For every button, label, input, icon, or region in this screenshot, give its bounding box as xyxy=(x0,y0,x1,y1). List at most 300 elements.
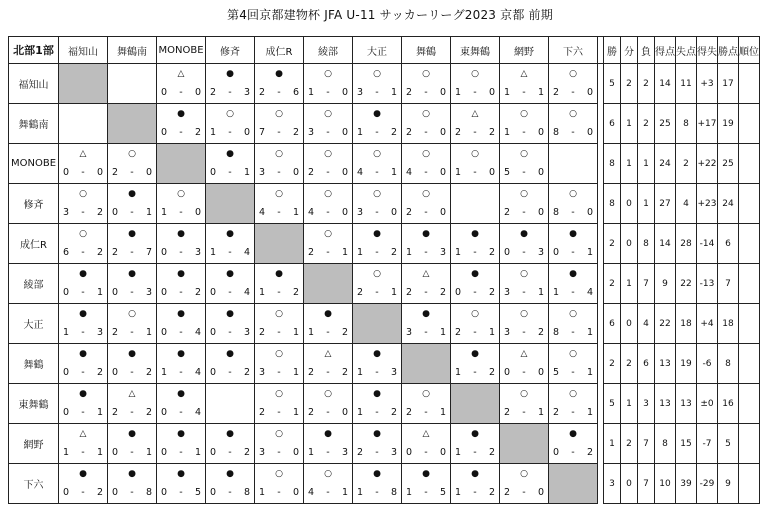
score-for: 8 xyxy=(553,327,560,338)
score-against: 2 xyxy=(488,367,495,378)
score-against: 2 xyxy=(292,127,299,138)
match-score xyxy=(406,487,446,498)
score-for: 2 xyxy=(112,247,119,258)
score-for: 0 xyxy=(161,487,168,498)
stat-cell: 1 xyxy=(621,104,638,144)
score-for: 2 xyxy=(259,87,266,98)
result-mark: ● xyxy=(226,349,234,359)
result-mark: ○ xyxy=(275,389,283,399)
score-for: 0 xyxy=(210,367,217,378)
score-for: 0 xyxy=(161,407,168,418)
result-mark: ○ xyxy=(569,69,577,79)
score-dash: - xyxy=(179,367,183,378)
score-for: 0 xyxy=(161,327,168,338)
score-for: 1 xyxy=(259,287,266,298)
score-for: 2 xyxy=(504,487,511,498)
stat-cell: 14 xyxy=(655,64,676,104)
column-header-stat: 負 xyxy=(638,37,655,64)
table-row xyxy=(9,184,760,224)
result-mark: ○ xyxy=(422,189,430,199)
stat-cell: ±0 xyxy=(697,384,718,424)
match-score xyxy=(308,447,348,458)
result-mark: ● xyxy=(422,469,430,479)
self-match-cell xyxy=(157,144,206,184)
score-against: 4 xyxy=(194,407,201,418)
score-against: 2 xyxy=(96,247,103,258)
score-for: 0 xyxy=(210,327,217,338)
match-score xyxy=(259,327,299,338)
match-score xyxy=(161,447,201,458)
match-score xyxy=(210,247,250,258)
match-score xyxy=(63,247,103,258)
score-against: 0 xyxy=(341,207,348,218)
stat-cell: 39 xyxy=(676,464,697,504)
match-result-cell xyxy=(451,184,500,224)
match-result-cell xyxy=(304,184,353,224)
result-mark: ● xyxy=(569,269,577,279)
self-match-cell xyxy=(500,424,549,464)
score-for: 3 xyxy=(259,167,266,178)
table-row xyxy=(9,224,760,264)
score-against: 0 xyxy=(341,407,348,418)
score-for: 2 xyxy=(308,247,315,258)
result-mark: ● xyxy=(177,309,185,319)
result-mark: ○ xyxy=(324,229,332,239)
stat-cell xyxy=(739,104,760,144)
match-score xyxy=(210,127,250,138)
match-result-cell xyxy=(59,464,108,504)
score-for: 2 xyxy=(210,87,217,98)
stat-cell: 8 xyxy=(604,144,621,184)
stat-cell: 1 xyxy=(604,424,621,464)
score-against: 1 xyxy=(341,247,348,258)
score-against: 1 xyxy=(537,87,544,98)
match-score xyxy=(112,327,152,338)
match-score xyxy=(112,367,152,378)
score-dash: - xyxy=(228,247,232,258)
table-row xyxy=(9,264,760,304)
match-score xyxy=(112,407,152,418)
score-against: 4 xyxy=(243,247,250,258)
score-against: 1 xyxy=(439,327,446,338)
match-result-cell xyxy=(304,304,353,344)
match-result-cell xyxy=(108,144,157,184)
match-result-cell xyxy=(59,104,108,144)
score-against: 0 xyxy=(537,167,544,178)
stat-cell: 24 xyxy=(718,184,739,224)
stat-cell: -7 xyxy=(697,424,718,464)
score-for: 0 xyxy=(161,127,168,138)
score-for: 4 xyxy=(308,487,315,498)
score-for: 1 xyxy=(357,407,364,418)
score-against: 0 xyxy=(439,167,446,178)
match-score xyxy=(357,367,397,378)
column-header-stat: 勝点 xyxy=(718,37,739,64)
result-mark: ○ xyxy=(422,389,430,399)
score-for: 0 xyxy=(161,87,168,98)
score-for: 2 xyxy=(406,287,413,298)
match-result-cell xyxy=(59,184,108,224)
match-result-cell xyxy=(451,104,500,144)
score-for: 7 xyxy=(259,127,266,138)
match-score xyxy=(406,247,446,258)
result-mark: ● xyxy=(128,269,136,279)
score-for: 2 xyxy=(357,447,364,458)
stat-cell: 18 xyxy=(676,304,697,344)
score-dash: - xyxy=(228,367,232,378)
score-against: 1 xyxy=(96,447,103,458)
stat-cell xyxy=(739,224,760,264)
match-score xyxy=(112,447,152,458)
score-dash: - xyxy=(424,327,428,338)
header-row xyxy=(9,37,760,64)
match-result-cell xyxy=(108,184,157,224)
result-mark: ○ xyxy=(569,389,577,399)
score-dash: - xyxy=(326,407,330,418)
score-for: 1 xyxy=(406,247,413,258)
score-against: 2 xyxy=(488,247,495,258)
stat-cell xyxy=(739,424,760,464)
self-match-cell xyxy=(353,304,402,344)
score-against: 1 xyxy=(390,167,397,178)
result-mark: ● xyxy=(226,69,234,79)
score-for: 5 xyxy=(553,367,560,378)
match-score xyxy=(112,167,152,178)
match-score xyxy=(210,447,250,458)
score-dash: - xyxy=(228,127,232,138)
match-score xyxy=(455,287,495,298)
result-mark: △ xyxy=(128,389,136,399)
score-against: 0 xyxy=(439,127,446,138)
score-against: 2 xyxy=(488,487,495,498)
stat-cell: 14 xyxy=(655,224,676,264)
match-score xyxy=(259,487,299,498)
result-mark: ○ xyxy=(471,149,479,159)
stat-cell: +17 xyxy=(697,104,718,144)
score-dash: - xyxy=(81,407,85,418)
score-against: 2 xyxy=(390,127,397,138)
match-score xyxy=(112,287,152,298)
match-score xyxy=(504,207,544,218)
match-result-cell xyxy=(549,264,598,304)
result-mark: ○ xyxy=(422,69,430,79)
score-against: 0 xyxy=(292,167,299,178)
result-mark: △ xyxy=(520,349,528,359)
stat-cell: 18 xyxy=(718,304,739,344)
stat-cell: 2 xyxy=(638,64,655,104)
score-for: 1 xyxy=(455,447,462,458)
stat-cell: 6 xyxy=(718,224,739,264)
stat-cell: 2 xyxy=(621,64,638,104)
match-result-cell xyxy=(353,104,402,144)
stat-cell: 15 xyxy=(676,424,697,464)
match-result-cell xyxy=(451,64,500,104)
match-result-cell xyxy=(402,424,451,464)
score-for: 0 xyxy=(210,447,217,458)
match-result-cell xyxy=(549,344,598,384)
row-header-team: 大正 xyxy=(9,304,59,344)
score-for: 0 xyxy=(112,447,119,458)
stat-cell: -6 xyxy=(697,344,718,384)
match-result-cell xyxy=(255,264,304,304)
self-match-cell xyxy=(206,184,255,224)
score-for: 1 xyxy=(455,247,462,258)
match-result-cell xyxy=(500,64,549,104)
result-mark: ○ xyxy=(373,269,381,279)
match-score xyxy=(455,167,495,178)
result-mark: ● xyxy=(471,229,479,239)
stat-cell: -13 xyxy=(697,264,718,304)
score-dash: - xyxy=(277,87,281,98)
score-dash: - xyxy=(522,87,526,98)
score-dash: - xyxy=(130,487,134,498)
match-score xyxy=(504,127,544,138)
result-mark: ○ xyxy=(569,309,577,319)
score-for: 0 xyxy=(112,367,119,378)
score-against: 2 xyxy=(145,407,152,418)
score-dash: - xyxy=(130,287,134,298)
result-mark: ○ xyxy=(569,189,577,199)
result-mark: ○ xyxy=(373,69,381,79)
score-for: 2 xyxy=(308,367,315,378)
score-dash: - xyxy=(277,207,281,218)
match-score xyxy=(357,207,397,218)
result-mark: ○ xyxy=(324,189,332,199)
score-against: 2 xyxy=(292,287,299,298)
stat-cell: -29 xyxy=(697,464,718,504)
match-result-cell xyxy=(353,464,402,504)
match-score xyxy=(553,287,593,298)
score-for: 0 xyxy=(210,167,217,178)
score-for: 2 xyxy=(406,127,413,138)
match-result-cell xyxy=(108,424,157,464)
score-dash: - xyxy=(522,367,526,378)
stat-cell: 0 xyxy=(621,224,638,264)
match-result-cell xyxy=(549,304,598,344)
score-dash: - xyxy=(375,367,379,378)
result-mark: △ xyxy=(79,149,87,159)
stat-cell: 5 xyxy=(604,384,621,424)
score-for: 0 xyxy=(63,367,70,378)
stat-cell: 24 xyxy=(655,144,676,184)
score-dash: - xyxy=(522,487,526,498)
stat-cell: 13 xyxy=(655,344,676,384)
table-row xyxy=(9,344,760,384)
score-for: 6 xyxy=(63,247,70,258)
score-for: 0 xyxy=(210,487,217,498)
score-against: 1 xyxy=(145,207,152,218)
match-result-cell xyxy=(402,224,451,264)
row-header-team: MONOBE xyxy=(9,144,59,184)
result-mark: ○ xyxy=(275,469,283,479)
match-score xyxy=(553,247,593,258)
match-score xyxy=(161,247,201,258)
match-score xyxy=(259,407,299,418)
score-against: 1 xyxy=(341,487,348,498)
match-score xyxy=(308,247,348,258)
score-for: 2 xyxy=(308,167,315,178)
match-score xyxy=(210,287,250,298)
score-for: 1 xyxy=(504,87,511,98)
match-result-cell xyxy=(549,424,598,464)
score-for: 1 xyxy=(308,447,315,458)
score-for: 0 xyxy=(455,287,462,298)
match-result-cell xyxy=(402,304,451,344)
stat-cell: 2 xyxy=(621,424,638,464)
stat-cell: 19 xyxy=(676,344,697,384)
match-result-cell xyxy=(59,344,108,384)
match-score xyxy=(504,327,544,338)
score-for: 0 xyxy=(504,367,511,378)
stat-cell xyxy=(739,304,760,344)
match-result-cell xyxy=(549,104,598,144)
score-dash: - xyxy=(81,207,85,218)
score-dash: - xyxy=(81,447,85,458)
score-dash: - xyxy=(326,327,330,338)
score-dash: - xyxy=(571,407,575,418)
score-against: 2 xyxy=(243,447,250,458)
result-mark: ● xyxy=(128,349,136,359)
score-against: 3 xyxy=(145,287,152,298)
match-score xyxy=(63,207,103,218)
match-result-cell xyxy=(353,64,402,104)
result-mark: ○ xyxy=(520,269,528,279)
score-against: 1 xyxy=(390,287,397,298)
score-dash: - xyxy=(424,487,428,498)
score-dash: - xyxy=(277,127,281,138)
match-score xyxy=(63,287,103,298)
score-against: 2 xyxy=(537,327,544,338)
column-header-stat: 失点 xyxy=(676,37,697,64)
score-dash: - xyxy=(81,487,85,498)
result-mark: ● xyxy=(569,229,577,239)
match-score xyxy=(161,207,201,218)
score-for: 3 xyxy=(504,287,511,298)
score-for: 0 xyxy=(161,287,168,298)
match-result-cell xyxy=(402,464,451,504)
row-header-team: 成仁R xyxy=(9,224,59,264)
stat-cell: 25 xyxy=(718,144,739,184)
stat-cell: +22 xyxy=(697,144,718,184)
match-result-cell xyxy=(157,184,206,224)
score-dash: - xyxy=(277,487,281,498)
stat-cell: 2 xyxy=(676,144,697,184)
score-dash: - xyxy=(277,447,281,458)
stat-cell: 28 xyxy=(676,224,697,264)
result-mark: ○ xyxy=(324,149,332,159)
result-mark: ● xyxy=(177,429,185,439)
score-against: 1 xyxy=(292,407,299,418)
score-against: 1 xyxy=(145,327,152,338)
score-dash: - xyxy=(81,327,85,338)
score-against: 2 xyxy=(341,327,348,338)
stat-cell: 5 xyxy=(718,424,739,464)
stat-cell: 22 xyxy=(676,264,697,304)
score-for: 3 xyxy=(357,207,364,218)
match-result-cell xyxy=(549,224,598,264)
score-dash: - xyxy=(179,407,183,418)
match-result-cell xyxy=(206,344,255,384)
score-against: 2 xyxy=(390,407,397,418)
score-dash: - xyxy=(375,287,379,298)
score-against: 0 xyxy=(341,87,348,98)
score-dash: - xyxy=(130,407,134,418)
stat-cell: 9 xyxy=(655,264,676,304)
column-header-team: 福知山 xyxy=(59,37,108,64)
match-result-cell xyxy=(353,264,402,304)
stat-cell: 6 xyxy=(604,104,621,144)
score-against: 4 xyxy=(243,287,250,298)
match-result-cell xyxy=(402,104,451,144)
score-against: 2 xyxy=(488,287,495,298)
match-result-cell xyxy=(206,264,255,304)
match-result-cell xyxy=(108,224,157,264)
stat-cell: 7 xyxy=(638,424,655,464)
score-dash: - xyxy=(277,367,281,378)
result-mark: ● xyxy=(177,269,185,279)
score-dash: - xyxy=(277,287,281,298)
stat-cell: 1 xyxy=(621,264,638,304)
score-for: 2 xyxy=(259,327,266,338)
stat-cell: 9 xyxy=(718,464,739,504)
score-for: 1 xyxy=(63,327,70,338)
match-result-cell xyxy=(304,464,353,504)
score-against: 1 xyxy=(390,87,397,98)
result-mark: ● xyxy=(520,229,528,239)
score-dash: - xyxy=(375,247,379,258)
match-result-cell xyxy=(451,144,500,184)
stat-cell: 8 xyxy=(676,104,697,144)
match-result-cell xyxy=(108,264,157,304)
match-result-cell xyxy=(353,384,402,424)
score-for: 0 xyxy=(210,287,217,298)
score-against: 0 xyxy=(439,447,446,458)
score-dash: - xyxy=(130,207,134,218)
score-against: 8 xyxy=(390,487,397,498)
table-row xyxy=(9,424,760,464)
stat-cell: +23 xyxy=(697,184,718,224)
match-result-cell xyxy=(255,384,304,424)
score-for: 3 xyxy=(406,327,413,338)
result-mark: ○ xyxy=(520,389,528,399)
match-score xyxy=(504,287,544,298)
match-result-cell xyxy=(451,344,500,384)
score-dash: - xyxy=(522,167,526,178)
self-match-cell xyxy=(255,224,304,264)
stat-cell xyxy=(739,384,760,424)
score-against: 3 xyxy=(243,87,250,98)
score-for: 1 xyxy=(504,127,511,138)
score-against: 1 xyxy=(292,207,299,218)
score-dash: - xyxy=(179,447,183,458)
match-result-cell xyxy=(304,104,353,144)
stat-cell: 7 xyxy=(638,264,655,304)
score-for: 1 xyxy=(161,207,168,218)
score-dash: - xyxy=(375,127,379,138)
self-match-cell xyxy=(108,104,157,144)
stat-cell xyxy=(739,264,760,304)
match-score xyxy=(63,407,103,418)
result-mark: ○ xyxy=(128,149,136,159)
result-mark: ○ xyxy=(79,189,87,199)
match-result-cell xyxy=(500,224,549,264)
score-against: 4 xyxy=(194,367,201,378)
score-dash: - xyxy=(375,207,379,218)
match-result-cell xyxy=(108,344,157,384)
column-header-team: 網野 xyxy=(500,37,549,64)
column-header-stat: 勝 xyxy=(604,37,621,64)
score-against: 0 xyxy=(537,207,544,218)
